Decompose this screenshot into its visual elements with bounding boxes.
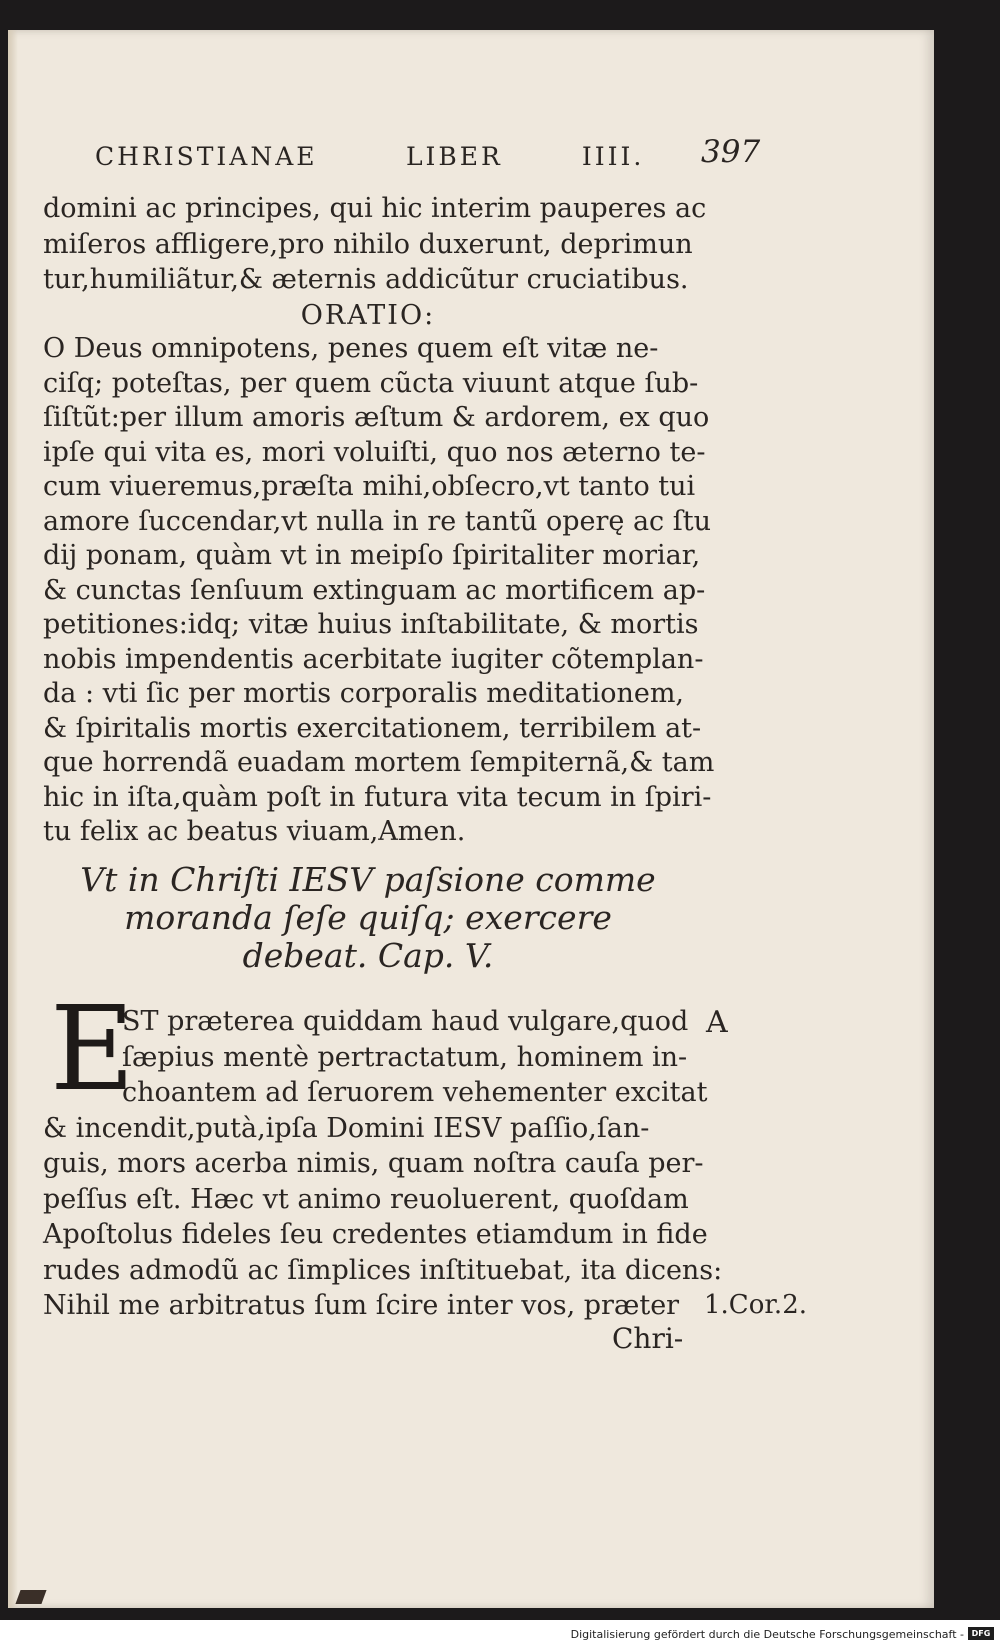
oratio-body-line: dij ponam, quàm vt in meipſo ſpiritaliter moriar, bbox=[43, 540, 701, 571]
chapter-text-line: peſſus eſt. Hæc vt animo reuoluerent, quoſdam bbox=[43, 1183, 689, 1215]
chapter-text-line: rudes admodũ ac ſimplices inſtituebat, ita dicens: bbox=[43, 1254, 723, 1286]
oratio-body-line: cum viueremus,præſta mihi,obſecro,vt tanto tui bbox=[43, 471, 696, 502]
oratio-body-line: ſiſtũt:per illum amoris æſtum & ardorem, ex quo bbox=[43, 402, 710, 433]
running-head-book-number: IIII. bbox=[581, 142, 645, 171]
chapter-text-line: choantem ad ſeruorem vehementer excitat bbox=[122, 1077, 708, 1108]
chapter-heading-line: moranda ſeſe quiſq; exercere bbox=[124, 898, 612, 937]
funding-credit: Digitalisierung gefördert durch die Deutsche Forschungsgemeinschaft - bbox=[570, 1628, 964, 1641]
oratio-body-line: hic in iſta,quàm poſt in futura vita tecum in ſpiri- bbox=[43, 781, 712, 813]
drop-cap-initial: E bbox=[50, 982, 135, 1117]
body-top-line: domini ac principes, qui hic interim pauperes ac bbox=[43, 193, 707, 224]
oratio-heading: ORATIO: bbox=[300, 300, 436, 331]
oratio-body-line: da : vti ſic per mortis corporalis meditationem, bbox=[43, 678, 685, 709]
chapter-text-line: Nihil me arbitratus ſum ſcire inter vos, præter bbox=[43, 1290, 680, 1321]
running-head bbox=[95, 142, 692, 171]
running-head-title: CHRISTIANAE bbox=[95, 142, 318, 171]
running-head-liber: LIBER bbox=[405, 142, 503, 171]
oratio-body-line: tu felix ac beatus viuam,Amen. bbox=[43, 816, 466, 847]
chapter-text-line: guis, mors acerba nimis, quam noſtra cauſa per- bbox=[43, 1148, 704, 1179]
page-number: 397 bbox=[701, 134, 761, 170]
body-top-line: tur,humiliãtur,& æternis addicũtur cruciatibus. bbox=[43, 264, 689, 295]
oratio-body-line: & ſpiritalis mortis exercitationem, terribilem at- bbox=[43, 712, 702, 744]
body-top-line: miſeros affligere,pro nihilo duxerunt, deprimun bbox=[43, 228, 693, 260]
oratio-body-line: ipſe qui vita es, mori voluiſti, quo nos æterno te- bbox=[43, 436, 706, 468]
chapter-text-line: ſæpius mentè pertractatum, hominem in- bbox=[122, 1041, 688, 1073]
oratio-body-line: que horrendã euadam mortem ſempiternã,& tam bbox=[43, 747, 715, 778]
catchword: Chri- bbox=[612, 1322, 684, 1355]
oratio-body-line: nobis impendentis acerbitate iugiter cõtemplan- bbox=[43, 643, 704, 675]
chapter-text-line: Apoſtolus fideles ſeu credentes etiamdum in fide bbox=[43, 1219, 708, 1250]
oratio-body-line: O Deus omnipotens, penes quem eſt vitæ ne- bbox=[43, 333, 659, 364]
chapter-text-line: & incendit,putà,ipſa Domini IESV paſſio,ſan- bbox=[43, 1112, 650, 1144]
marginal-section-letter: A bbox=[706, 1005, 728, 1040]
oratio-body-line: petitiones:idq; vitæ huius inſtabilitate, & mortis bbox=[43, 609, 699, 640]
dfg-logo: DFG bbox=[968, 1627, 994, 1640]
chapter-heading-line: debeat. Cap. V. bbox=[242, 936, 494, 975]
oratio-body-line: ciſq; poteſtas, per quem cũcta viuunt atque ſub- bbox=[43, 367, 699, 399]
marginal-scripture-reference: 1.Cor.2. bbox=[704, 1290, 807, 1320]
oratio-body-line: amore ſuccendar,vt nulla in re tantũ operę ac ſtu bbox=[43, 505, 711, 537]
chapter-heading-line: Vt in Chriſti IESV paſsione comme bbox=[80, 860, 656, 899]
page-corner-mark bbox=[15, 1590, 46, 1604]
chapter-text-line: ST præterea quiddam haud vulgare,quod bbox=[122, 1006, 689, 1037]
oratio-body-line: & cunctas ſenſuum extinguam ac mortificem ap- bbox=[43, 574, 706, 606]
